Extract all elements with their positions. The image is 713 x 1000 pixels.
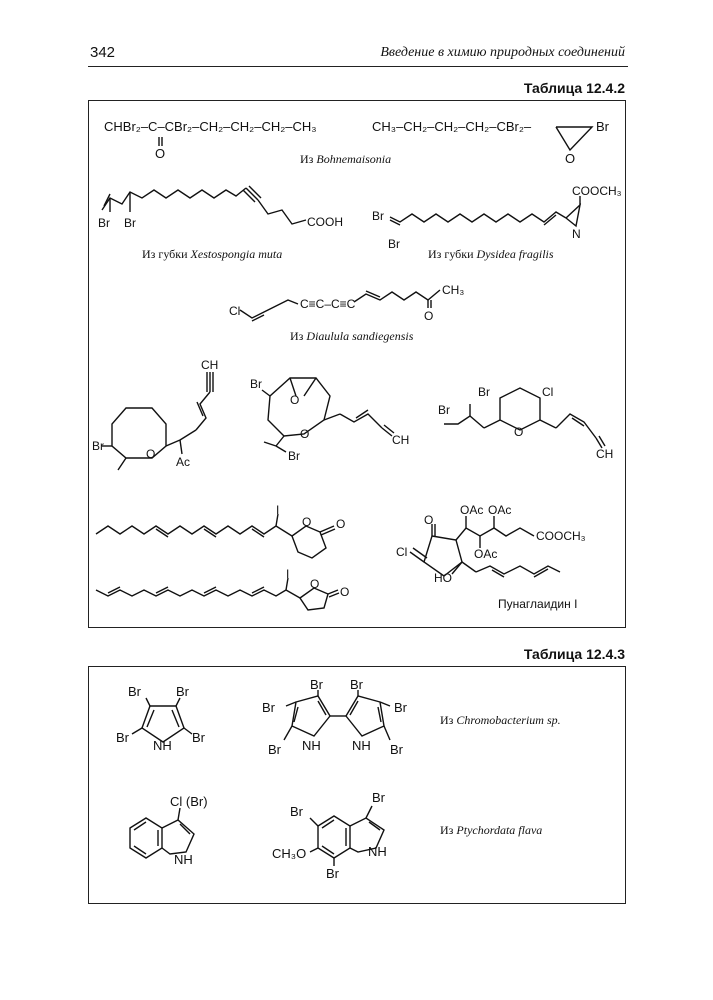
dysidea-ester: COOCH₃ xyxy=(572,184,622,198)
xesto-carboxyl: COOH xyxy=(307,215,343,229)
structure-xestospongia xyxy=(98,186,343,230)
indole-halogen: Cl (Br) xyxy=(170,794,208,809)
thp-chlorine: Cl xyxy=(542,385,554,399)
thp-terminal-ch: CH xyxy=(596,447,614,461)
structure-haloindole xyxy=(130,794,208,867)
thp-oxygen: O xyxy=(514,425,524,439)
table-title-12-4-3: Таблица 12.4.3 xyxy=(523,646,625,662)
tribromoindole-methoxy: CH₃O xyxy=(272,846,307,861)
diaulula-oxygen: O xyxy=(424,309,434,323)
bridged-ether-terminal-ch: CH xyxy=(392,433,410,447)
structure-hexabromobipyrrole xyxy=(262,677,408,757)
bipyrrole-bromine-6: Br xyxy=(390,742,403,757)
bridged-ether-oxygen-1: O xyxy=(290,393,300,407)
bipyrrole-bromine-1: Br xyxy=(310,677,323,692)
structure-dysidea xyxy=(372,184,622,251)
bridged-ether-bromine-1: Br xyxy=(250,377,262,391)
oxocane-bromine: Br xyxy=(92,439,104,453)
tribromoindole-bromine-1: Br xyxy=(372,790,385,805)
tribromoindole-nh: NH xyxy=(368,844,387,859)
thp-bromine-2: Br xyxy=(438,403,450,417)
lactone-1-ring-oxygen: O xyxy=(302,515,312,529)
bipyrrole-nh-2: NH xyxy=(352,738,371,753)
structure-bromoepoxide xyxy=(372,119,610,166)
dysidea-bromine-1: Br xyxy=(372,209,384,223)
tribromoindole-bromine-2: Br xyxy=(290,804,303,819)
punaglandin-oac-2: OAc xyxy=(488,503,512,517)
pyrrole-bromine-2: Br xyxy=(176,684,189,699)
pyrrole-bromine-3: Br xyxy=(116,730,129,745)
caption-xestospongia: Из губки Xestospongia muta xyxy=(142,247,283,261)
punaglandin-ester: COOCH₃ xyxy=(536,529,586,543)
structure-lactone-2 xyxy=(96,567,349,610)
oxocane-oxygen: O xyxy=(146,447,156,461)
structure-tetrahydropyran xyxy=(438,385,613,461)
structure-bromoketone xyxy=(104,119,317,161)
pyrrole-bromine-1: Br xyxy=(128,684,141,699)
bipyrrole-bromine-4: Br xyxy=(394,700,407,715)
bipyrrole-bromine-5: Br xyxy=(268,742,281,757)
indole-nh: NH xyxy=(174,852,193,867)
oxocane-terminal-ch: CH xyxy=(201,358,219,372)
structure-oxocane xyxy=(92,358,218,470)
formula-b-text: CH₃–CH₂–CH₂–CH₂–CBr₂– xyxy=(372,119,532,134)
bridged-ether-bromine-2: Br xyxy=(288,449,300,463)
bipyrrole-bromine-2: Br xyxy=(350,677,363,692)
structure-punaglandin xyxy=(396,503,586,585)
page-number: 342 xyxy=(90,44,116,61)
lactone-2-iodine: I xyxy=(286,567,290,581)
caption-ptychordata: Из Ptychordata flava xyxy=(440,823,543,837)
structure-lactone-1 xyxy=(96,503,345,558)
dysidea-bromine-2: Br xyxy=(388,237,400,251)
punaglandin-oac-3: OAc xyxy=(474,547,498,561)
formula-b-bromine: Br xyxy=(596,119,609,134)
formula-a-oxygen: O xyxy=(155,146,166,161)
thp-bromine-1: Br xyxy=(478,385,490,399)
diaulula-methyl: CH₃ xyxy=(442,283,465,297)
pyrrole-bromine-4: Br xyxy=(192,730,205,745)
caption-diaulula: Из Diaulula sandiegensis xyxy=(290,329,414,343)
punaglandin-hydroxyl: HO xyxy=(434,571,452,585)
bridged-ether-oxygen-2: O xyxy=(300,427,310,441)
punaglandin-oac-1: OAc xyxy=(460,503,484,517)
lactone-2-ring-oxygen: O xyxy=(310,577,320,591)
lactone-1-carbonyl-oxygen: O xyxy=(336,517,346,531)
lactone-2-carbonyl-oxygen: O xyxy=(340,585,350,599)
caption-chromobacterium: Из Chromobacterium sp. xyxy=(440,713,561,727)
formula-a-text: CHBr₂–C–CBr₂–CH₂–CH₂–CH₂–CH₃ xyxy=(104,119,317,134)
punaglandin-name: Пунаглаидин I xyxy=(498,597,578,611)
diaulula-diyne: C≡C–C≡C xyxy=(300,297,356,311)
punaglandin-chlorine: Cl xyxy=(396,545,408,559)
tribromoindole-bromine-3: Br xyxy=(326,866,339,881)
lactone-1-iodine: I xyxy=(276,503,280,517)
running-title: Введение в химию природных соединений xyxy=(380,45,625,60)
structure-diaulula xyxy=(229,283,464,323)
formula-b-oxygen: O xyxy=(565,151,576,166)
bipyrrole-nh-1: NH xyxy=(302,738,321,753)
table-title-12-4-2: Таблица 12.4.2 xyxy=(523,80,625,96)
xesto-bromine-1: Br xyxy=(98,216,110,230)
oxocane-acetyl: Ac xyxy=(176,455,191,469)
structure-bridged-ether xyxy=(250,377,409,463)
diaulula-chlorine: Cl xyxy=(229,304,241,318)
structure-tribromoindole xyxy=(272,790,387,881)
caption-dysidea: Из губки Dysidea fragilis xyxy=(428,247,554,261)
dysidea-nitrogen: N xyxy=(572,227,581,241)
structure-tetrabromopyrrole xyxy=(116,684,206,753)
xesto-bromine-2: Br xyxy=(124,216,136,230)
bipyrrole-bromine-3: Br xyxy=(262,700,275,715)
caption-bohnemaisonia: Из Bohnemaisonia xyxy=(300,152,392,166)
pyrrole-nh: NH xyxy=(153,738,172,753)
punaglandin-ketone-oxygen: O xyxy=(424,513,434,527)
